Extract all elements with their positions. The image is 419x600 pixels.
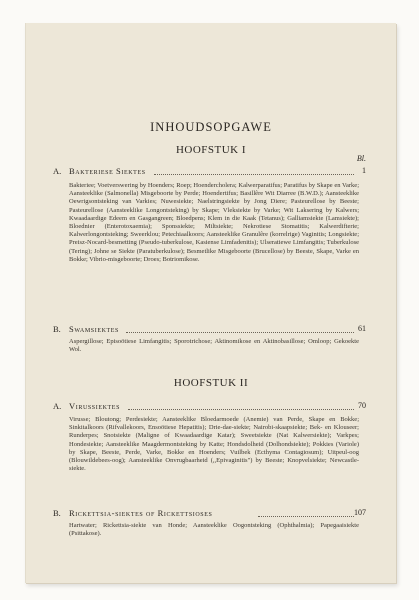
section-title: Swamsiektes (69, 324, 119, 334)
section-letter: B. (53, 508, 61, 518)
leader-dots (258, 516, 354, 517)
leader-dots (126, 332, 354, 333)
section-body-text: Bakteriee; Voetverswering by Hoenders; Roep; Hoendercholera; Kalwerparatifus; Paratifus by Skape en Varke; Aansteeklike (Salmonella) Misgeboorte by Perde; Hoendertifus; Basillêre Wit Diarree (B.W.D.); Aansteeklike Oewrigsontsteking van Varkies; Nuwesiekte; Naelstringsiekte by Jong Diere; Pasteurellose by Beeste; Pasteurellose (Aansteeklike Longontsteking) by Skape; Vleksiekte by Varke; Wit Laksering by Kalwers; Kwaadaardige Edeem en Gasgangreen; Bloedpens; Klem in die Kaak (Tetanus); Galliamsiekte (Lamsiekte); Bloednier (Enterotoxaemia); Sponssiekte; Miltsiekte; Nekrotiese Stomatitis; Kalwerdifterie; Kalwerlongontsteking; Sweerklou; Petechiaalkoors; Aansteeklike Granulêre (korrelrige) Vaginitis; Longsiekte; Preisz-Nocard-besmetting (Pseudo-tuberkulose, Kasiense Limfadenitis); Ulseratiewe Limfangitis; Tuberkulose (Tering); Johne se Siekte (Paratuberkulose); Besmetlike Misgeboorte (Brucellose) by Beeste, Skape, Varke en Bokke; Vibrio-misgeboorte; Droes; Botriomikose. (69, 182, 359, 263)
leader-dots (154, 174, 354, 175)
page-column-header: Bl. (356, 154, 366, 163)
section-page-number: 70 (358, 401, 366, 410)
chapter-heading-1: HOOFSTUK I (175, 144, 247, 156)
page-title: INHOUDSOPGAWE (150, 120, 272, 134)
section-body-text: Aspergillose; Episoötiese Limfangitis; Sporotrichose; Aktinomikose en Aktinobasillose; Omloop; Gekoekte Wol. (69, 338, 359, 354)
leader-dots (128, 409, 354, 410)
section-title: Virussiektes (69, 401, 121, 411)
section-body-text: Hartwater; Rickettsia-siekte van Honde; Aansteeklike Oogontsteking (Ophthalmia); Papegaaisiekte (Psittakose). (69, 522, 359, 538)
section-letter: B. (53, 324, 61, 334)
section-page-number: 61 (358, 324, 366, 333)
section-letter: A. (53, 401, 62, 411)
section-page-number: 1 (362, 166, 366, 175)
chapter-heading-2: HOOFSTUK II (173, 377, 249, 389)
section-title: Bakteriese Siektes (69, 166, 146, 176)
section-title: Rickettsia-siektes of Rickettsioses (69, 508, 213, 518)
book-page (25, 23, 396, 583)
section-page-number: 107 (354, 508, 366, 517)
section-letter: A. (53, 166, 62, 176)
section-body-text: Virusse; Bloutong; Perdesiekte; Aansteeklike Bloedarmoede (Anemie) van Perde, Skape en Bokke; Sinkitalkoors (Rifvallekoors, Ensoötiese Hepatitis); Drie-dae-siekte; Nairobi-skaapsiekte; Bek- en Klouseer; Runderpes; Snotsiekte (Maligne of Kwaadaardige Katar); Sweetsiekte (Nat Kalwersiekte); Varkpes; Hondesiekte; Aansteeklike Maagdermontsteking by Katte; Hondsdolheid (Dolhondsiekte); Pokkies (Variole) by Skape, Beeste, Perde, Varke, Bokke en Hoenders; Vuilbek (Ecthyma Contagiosum); Uitpeul-oog (Blouwildebees-oog); Aansteeklike Onvrugbaarheid (,,Epivaginitis") by Beeste; Knopvelsiekte; Newcastle-siekte. (69, 416, 359, 473)
